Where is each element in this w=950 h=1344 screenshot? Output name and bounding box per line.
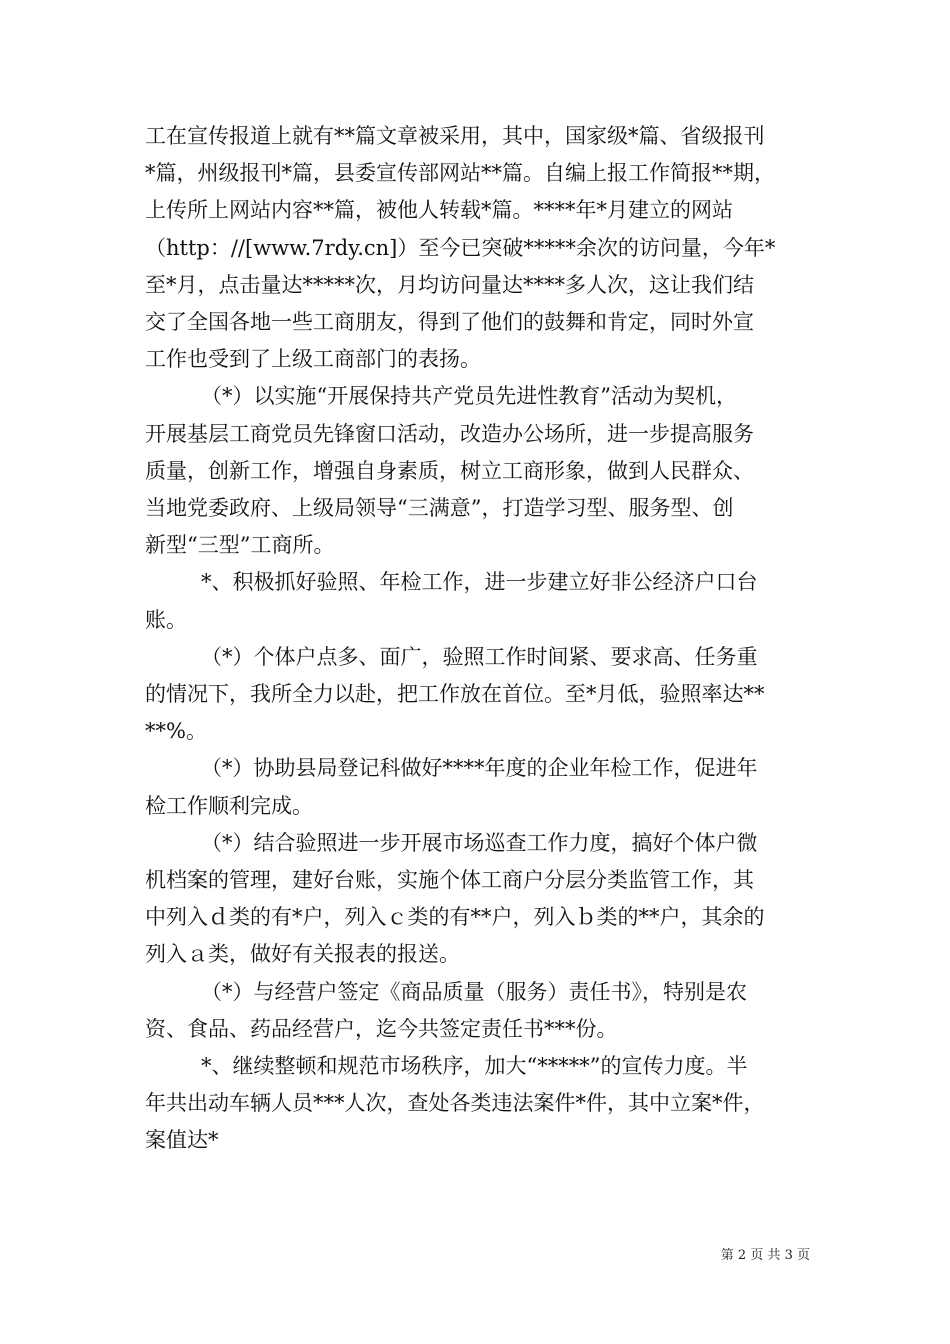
text-line: （http：//[www.7rdy.cn]）至今已突破*****余次的访问量，今年* — [145, 235, 776, 260]
text-line: 当地党委政府、上级局领导“三满意”，打造学习型、服务型、创 — [145, 496, 734, 521]
text-line: 账。 — [145, 607, 187, 632]
paragraph-start-line: （*）结合验照进一步开展市场巡查工作力度，搞好个体户微 — [201, 830, 758, 855]
text-line: 案值达* — [145, 1128, 219, 1153]
text-line: 年共出动车辆人员***人次，查处各类违法案件*件，其中立案*件， — [145, 1091, 765, 1116]
page-number: 第 2 页 共 3 页 — [720, 1248, 810, 1263]
text-line: **%。 — [145, 719, 207, 744]
text-line: *篇，州级报刊*篇，县委宣传部网站**篇。自编上报工作简报**期， — [145, 161, 775, 186]
paragraph-start-line: （*）个体户点多、面广，验照工作时间紧、要求高、任务重 — [201, 644, 758, 669]
text-line: 质量，创新工作，增强自身素质，树立工商形象，做到人民群众、 — [145, 458, 754, 483]
paragraph-start-line: （*）以实施“开展保持共产党员先进性教育”活动为契机， — [201, 384, 737, 409]
text-line: 工在宣传报道上就有**篇文章被采用，其中，国家级*篇、省级报刊 — [145, 124, 765, 148]
text-line: 交了全国各地一些工商朋友，得到了他们的鼓舞和肯定，同时外宣 — [145, 310, 754, 335]
text-line: 中列入ｄ类的有*户，列入ｃ类的有**户，列入ｂ类的**户，其余的 — [145, 905, 765, 930]
text-line: 机档案的管理，建好台账，实施个体工商户分层分类监管工作，其 — [145, 868, 754, 893]
paragraph-start-line: （*）协助县局登记科做好****年度的企业年检工作，促进年 — [201, 756, 758, 781]
text-line: 至*月，点击量达*****次，月均访问量达****多人次，这让我们结 — [145, 272, 754, 297]
text-line: 新型“三型”工商所。 — [145, 533, 335, 558]
text-line: 开展基层工商党员先锋窗口活动，改造办公场所，进一步提高服务 — [145, 421, 754, 446]
text-line: 列入ａ类，做好有关报表的报送。 — [145, 942, 460, 967]
section-heading-line: *、积极抓好验照、年检工作，进一步建立好非公经济户口台 — [201, 570, 758, 595]
text-line: 资、食品、药品经营户，迄今共签定责任书***份。 — [145, 1016, 618, 1041]
paragraph-start-line: （*）与经营户签定《商品质量（服务）责任书》，特别是农 — [201, 979, 747, 1004]
section-heading-line: *、继续整顿和规范市场秩序，加大“*****”的宣传力度。半 — [201, 1054, 748, 1079]
document-body — [145, 118, 810, 1160]
text-line: 检工作顺利完成。 — [145, 793, 313, 818]
text-line: 上传所上网站内容**篇，被他人转载*篇。****年*月建立的网站 — [145, 198, 733, 223]
text-line: 的情况下，我所全力以赴，把工作放在首位。至*月低，验照率达** — [145, 682, 765, 707]
text-line: 工作也受到了上级工商部门的表扬。 — [145, 347, 481, 372]
